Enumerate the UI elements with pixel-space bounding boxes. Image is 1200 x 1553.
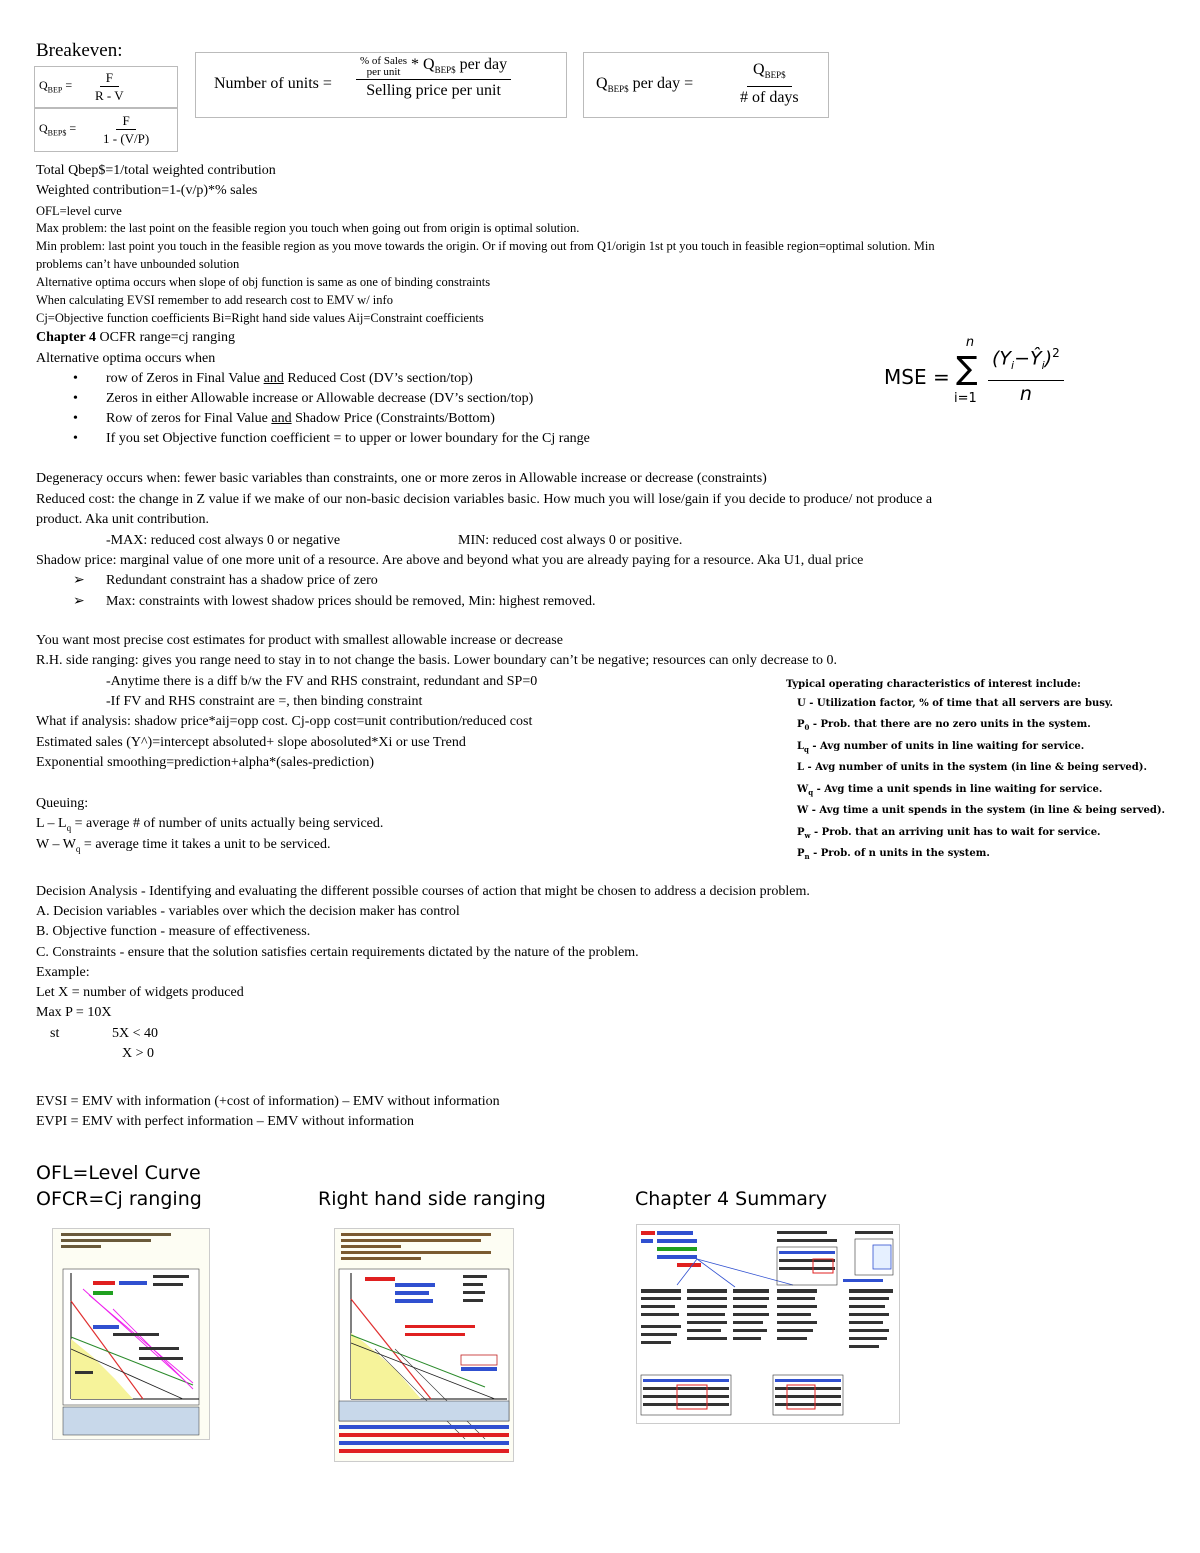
perday-num-sub: BEP$ bbox=[764, 70, 786, 81]
note-min-problem: Min problem: last point you touch in the feasible region as you move towards the origin. Or if moving out from Q1/origin 1st pt you touch in feasible region=optimal solution. Min bbox=[36, 239, 935, 253]
note-redundant: Redundant constraint has a shadow price of zero bbox=[106, 573, 378, 588]
opchar-item: $P_w$ - Prob. that an arriving unit has to wait for service. bbox=[797, 826, 1101, 840]
queuing-title: Queuing: bbox=[36, 796, 89, 811]
note-rhs-ranging: R.H. side ranging: gives you range need to stay in to not change the basis. Lower boundary can’t be negative; resources can only decrease to 0. bbox=[36, 653, 837, 668]
objective-function: B. Objective function - measure of effectiveness. bbox=[36, 924, 311, 939]
units-num-sub: BEP$ bbox=[434, 65, 456, 76]
note-weighted-contribution: Weighted contribution=1-(v/p)*% sales bbox=[36, 183, 258, 198]
perday-lhs-tail: per day = bbox=[628, 75, 694, 92]
ofcr-graph-image bbox=[53, 1229, 209, 1439]
qbeps-formula: $Q_{BEP\$}$ = $\frac{F}{1 - (V/P)}$ bbox=[34, 108, 178, 152]
qbeps-label: Q bbox=[39, 121, 48, 135]
ofcr-graph-thumbnail bbox=[52, 1228, 210, 1440]
qbep-denominator: R - V bbox=[95, 88, 124, 103]
note-binding: -If FV and RHS constraint are =, then binding constraint bbox=[106, 694, 423, 709]
chapter4-rest: OCFR range=cj ranging bbox=[96, 330, 235, 345]
queuing-line-1: L – $L_q$ = average # of number of units actually being serviced. bbox=[36, 816, 384, 833]
number-of-units-formula bbox=[195, 52, 567, 118]
example-st: st bbox=[50, 1026, 60, 1041]
note-exp-smoothing: Exponential smoothing=prediction+alpha*(sales-prediction) bbox=[36, 755, 375, 770]
opchar-item: $P_n$ - Prob. of n units in the system. bbox=[797, 848, 990, 861]
perday-lhs-sub: BEP$ bbox=[607, 84, 629, 95]
decision-variables: A. Decision variables - variables over which the decision maker has control bbox=[36, 904, 460, 919]
qbeps-per-day-formula bbox=[583, 52, 829, 118]
operating-characteristics bbox=[786, 676, 1165, 867]
example-label: Example: bbox=[36, 965, 90, 980]
note-min-problem-cont: problems can’t have unbounded solution bbox=[36, 257, 240, 271]
evpi-formula: EVPI = EMV with perfect information – EMV without information bbox=[36, 1114, 414, 1129]
example-constraint-1: 5X < 40 bbox=[112, 1026, 159, 1041]
sigma-symbol: ∑ bbox=[956, 349, 978, 387]
opchar-title: Typical operating characteristics of interest include: bbox=[786, 679, 1081, 690]
qbeps-sub: BEP$ bbox=[47, 128, 67, 138]
arrow-icon: ➢ bbox=[73, 573, 85, 588]
qbep-formula: $Q_{BEP}$ = $\frac{F}{R - V}$ bbox=[34, 66, 178, 108]
opchar-item: U - Utilization factor, % of time that all servers are busy. bbox=[797, 697, 1113, 709]
queuing-line-2: W – $W_q$ = average time it takes a unit to be serviced. bbox=[36, 837, 331, 854]
qbep-sub: BEP bbox=[47, 85, 63, 95]
example-let: Let X = number of widgets produced bbox=[36, 985, 244, 1000]
note-reduced-cost-cont: product. Aka unit contribution. bbox=[36, 512, 210, 527]
note-what-if: What if analysis: shadow price*aij=opp cost. Cj-opp cost=unit contribution/reduced cost bbox=[36, 714, 533, 729]
note-anytime: -Anytime there is a diff b/w the FV and RHS constraint, redundant and SP=0 bbox=[106, 674, 538, 689]
note-coefficients: Cj=Objective function coefficients Bi=Right hand side values Aij=Constraint coefficients bbox=[36, 311, 484, 325]
opchar-item: $P_0$ - Prob. that there are no zero units in the system. bbox=[797, 719, 1091, 732]
rhs-ranging-thumbnail bbox=[334, 1228, 514, 1462]
perday-lhs: Q bbox=[596, 75, 608, 92]
heading-ofl: OFL=Level Curve bbox=[36, 1162, 201, 1184]
alt-optima-list bbox=[36, 369, 590, 449]
note-reduced-cost: Reduced cost: the change in Z value if we make of our non-basic decision variables basic. How much you will lose/gain if you decide to produce/ not produce a bbox=[36, 492, 933, 507]
example-max: Max P = 10X bbox=[36, 1005, 112, 1020]
note-alternative-optima: Alternative optima occurs when slope of obj function is same as one of binding constraints bbox=[36, 275, 491, 289]
chapter4-summary-image bbox=[637, 1225, 899, 1423]
note-max-constraints: Max: constraints with lowest shadow prices should be removed, Min: highest removed. bbox=[106, 594, 596, 609]
note-shadow-price: Shadow price: marginal value of one more unit of a resource. Are above and beyond what you are already paying for a resource. Aka U1, dual price bbox=[36, 553, 864, 568]
opchar-item: W - Avg time a unit spends in the system (in line & being served). bbox=[797, 805, 1166, 816]
note-max-problem: Max problem: the last point on the feasible region you touch when going out from origin is optimal solution. bbox=[36, 221, 580, 235]
qbeps-numerator: F bbox=[116, 112, 135, 130]
mse-lhs: MSE = bbox=[884, 365, 950, 389]
opchar-item: $L_q$ - Avg number of units in line waiting for service. bbox=[797, 740, 1085, 754]
bullet-item: • row of Zeros in Final Value and Reduced Cost (DV’s section/top) bbox=[73, 371, 473, 386]
heading-ofcr: OFCR=Cj ranging bbox=[36, 1188, 202, 1210]
opchar-item: L - Avg number of units in the system (in line & being served). bbox=[797, 762, 1147, 773]
perday-denominator: # of days bbox=[740, 89, 799, 107]
heading-chapter4-summary: Chapter 4 Summary bbox=[635, 1188, 827, 1210]
bullet-item: • Row of zeros for Final Value and Shadow Price (Constraints/Bottom) bbox=[73, 411, 495, 426]
units-num-d: per day bbox=[455, 56, 508, 73]
qbep-numerator: F bbox=[100, 69, 119, 87]
note-total-qbep: Total Qbep$=1/total weighted contribution bbox=[36, 163, 276, 178]
heading-rhs-ranging: Right hand side ranging bbox=[318, 1188, 546, 1210]
qbep-label: Q bbox=[39, 78, 48, 92]
example-constraint-2: X > 0 bbox=[122, 1046, 155, 1061]
units-lhs: Number of units = bbox=[214, 75, 332, 92]
units-num-c: * Q bbox=[411, 56, 435, 73]
bullet-item: • Zeros in either Allowable increase or Allowable decrease (DV’s section/top) bbox=[73, 391, 534, 406]
note-evsi: When calculating EVSI remember to add research cost to EMV w/ info bbox=[36, 293, 393, 307]
units-num-b: per unit bbox=[366, 66, 401, 78]
constraints: C. Constraints - ensure that the solution satisfies certain requirements dictated by the nature of the problem. bbox=[36, 945, 639, 960]
units-num-a: % of Sales bbox=[360, 55, 408, 67]
note-estimated-sales: Estimated sales (Y^)=intercept absoluted+ slope abosoluted*Xi or use Trend bbox=[36, 735, 466, 750]
mse-formula: MSE = n ∑ i=1 $(Y_i-Ŷ_i)^2$ n bbox=[884, 335, 1084, 415]
units-denominator: Selling price per unit bbox=[366, 82, 501, 100]
bullet-item: • If you set Objective function coefficient = to upper or lower boundary for the Cj range bbox=[73, 431, 590, 446]
chapter4-bold: Chapter 4 bbox=[36, 330, 97, 345]
note-precise-cost: You want most precise cost estimates for product with smallest allowable increase or decrease bbox=[36, 633, 563, 648]
opchar-item: $W_q$ - Avg time a unit spends in line waiting for service. bbox=[797, 783, 1103, 797]
alt-optima-intro: Alternative optima occurs when bbox=[36, 351, 216, 366]
chapter4-heading bbox=[36, 328, 235, 348]
note-degeneracy: Degeneracy occurs when: fewer basic variables than constraints, one or more zeros in Allowable increase or decrease (constraints) bbox=[36, 471, 767, 486]
rhs-ranging-image bbox=[335, 1229, 513, 1461]
evsi-formula: EVSI = EMV with information (+cost of information) – EMV without information bbox=[36, 1094, 500, 1109]
decision-analysis: Decision Analysis - Identifying and evaluating the different possible courses of action that might be chosen to address a decision problem. bbox=[36, 884, 810, 899]
breakeven-title: Breakeven: bbox=[36, 40, 123, 61]
perday-num: Q bbox=[753, 61, 765, 78]
qbeps-denominator: 1 - (V/P) bbox=[103, 131, 150, 146]
note-ofl: OFL=level curve bbox=[36, 204, 122, 218]
note-min-reduced: MIN: reduced cost always 0 or positive. bbox=[458, 533, 683, 548]
chapter4-summary-thumbnail bbox=[636, 1224, 900, 1424]
note-max-reduced: -MAX: reduced cost always 0 or negative bbox=[106, 533, 341, 548]
arrow-icon: ➢ bbox=[73, 594, 85, 609]
